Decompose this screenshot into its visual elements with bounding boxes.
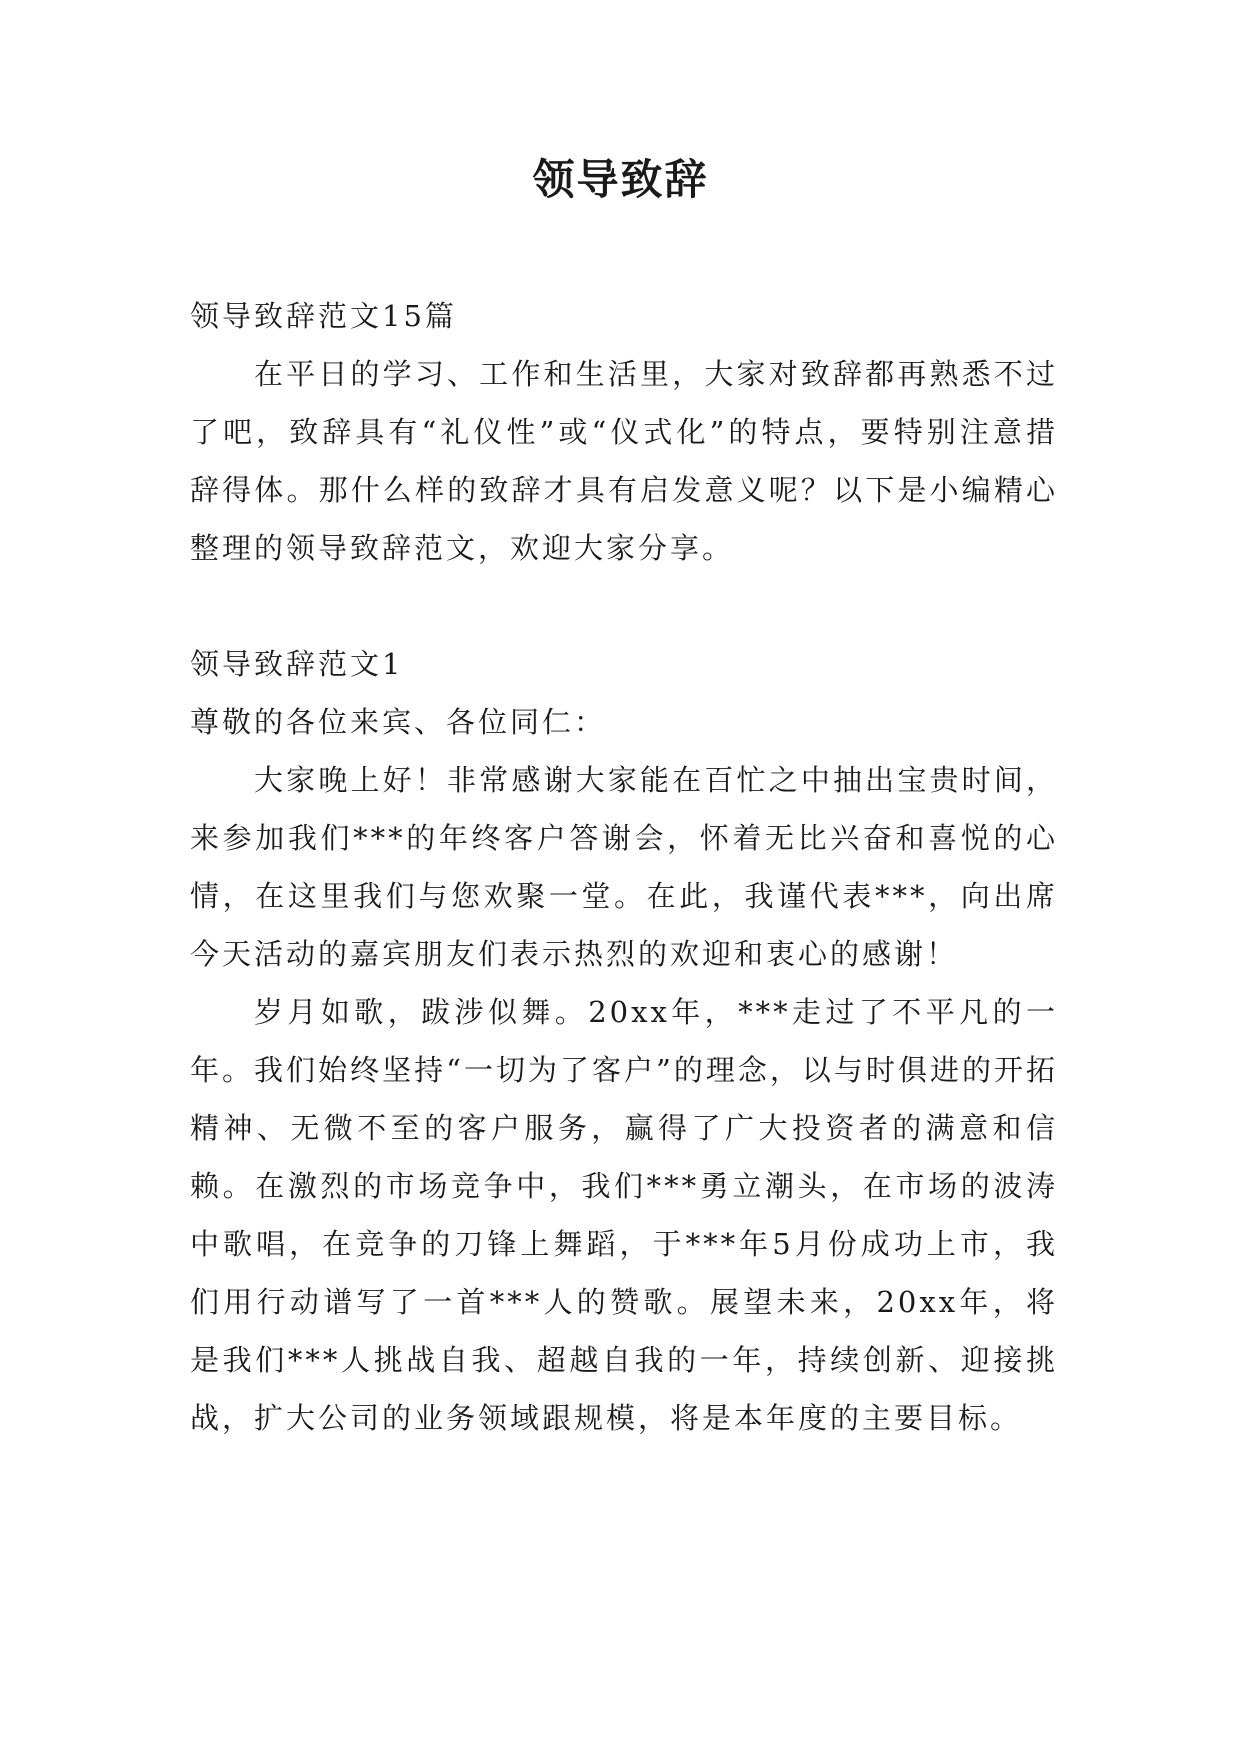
document-title: 领导致辞 [532, 155, 709, 204]
intro-paragraph: 在平日的学习、工作和生活里，大家对致辞都再熟悉不过了吧，致辞具有“礼仪性”或“仪式化”的特点，要特别注意措辞得体。那什么样的致辞才具有启发意义呢？以下是小编精心整理的领导致辞范文，欢迎大家分享。 [190, 357, 1058, 565]
subtitle: 领导致辞范文15篇 [190, 299, 457, 333]
section-heading: 领导致辞范文1 [190, 647, 404, 681]
body-paragraph-2: 岁月如歌，跋涉似舞。20xx年，***走过了不平凡的一年。我们始终坚持“一切为了客户”的理念，以与时俱进的开拓精神、无微不至的客户服务，赢得了广大投资者的满意和信赖。在激烈的市场竞争中，我们***勇立潮头，在市场的波涛中歌唱，在竞争的刀锋上舞蹈，于***年5月份成功上市，我们用行动谱写了一首***人的赞歌。展望未来，20xx年，将是我们***人挑战自我、超越自我的一年，持续创新、迎接挑战，扩大公司的业务领域跟规模，将是本年度的主要目标。 [190, 995, 1058, 1435]
salutation: 尊敬的各位来宾、各位同仁： [190, 705, 607, 739]
body-paragraph-1: 大家晚上好！非常感谢大家能在百忙之中抽出宝贵时间，来参加我们***的年终客户答谢会，怀着无比兴奋和喜悦的心情，在这里我们与您欢聚一堂。在此，我谨代表***，向出席今天活动的嘉宾朋友们表示热烈的欢迎和衷心的感谢！ [190, 763, 1058, 971]
document-body [190, 287, 1058, 1447]
